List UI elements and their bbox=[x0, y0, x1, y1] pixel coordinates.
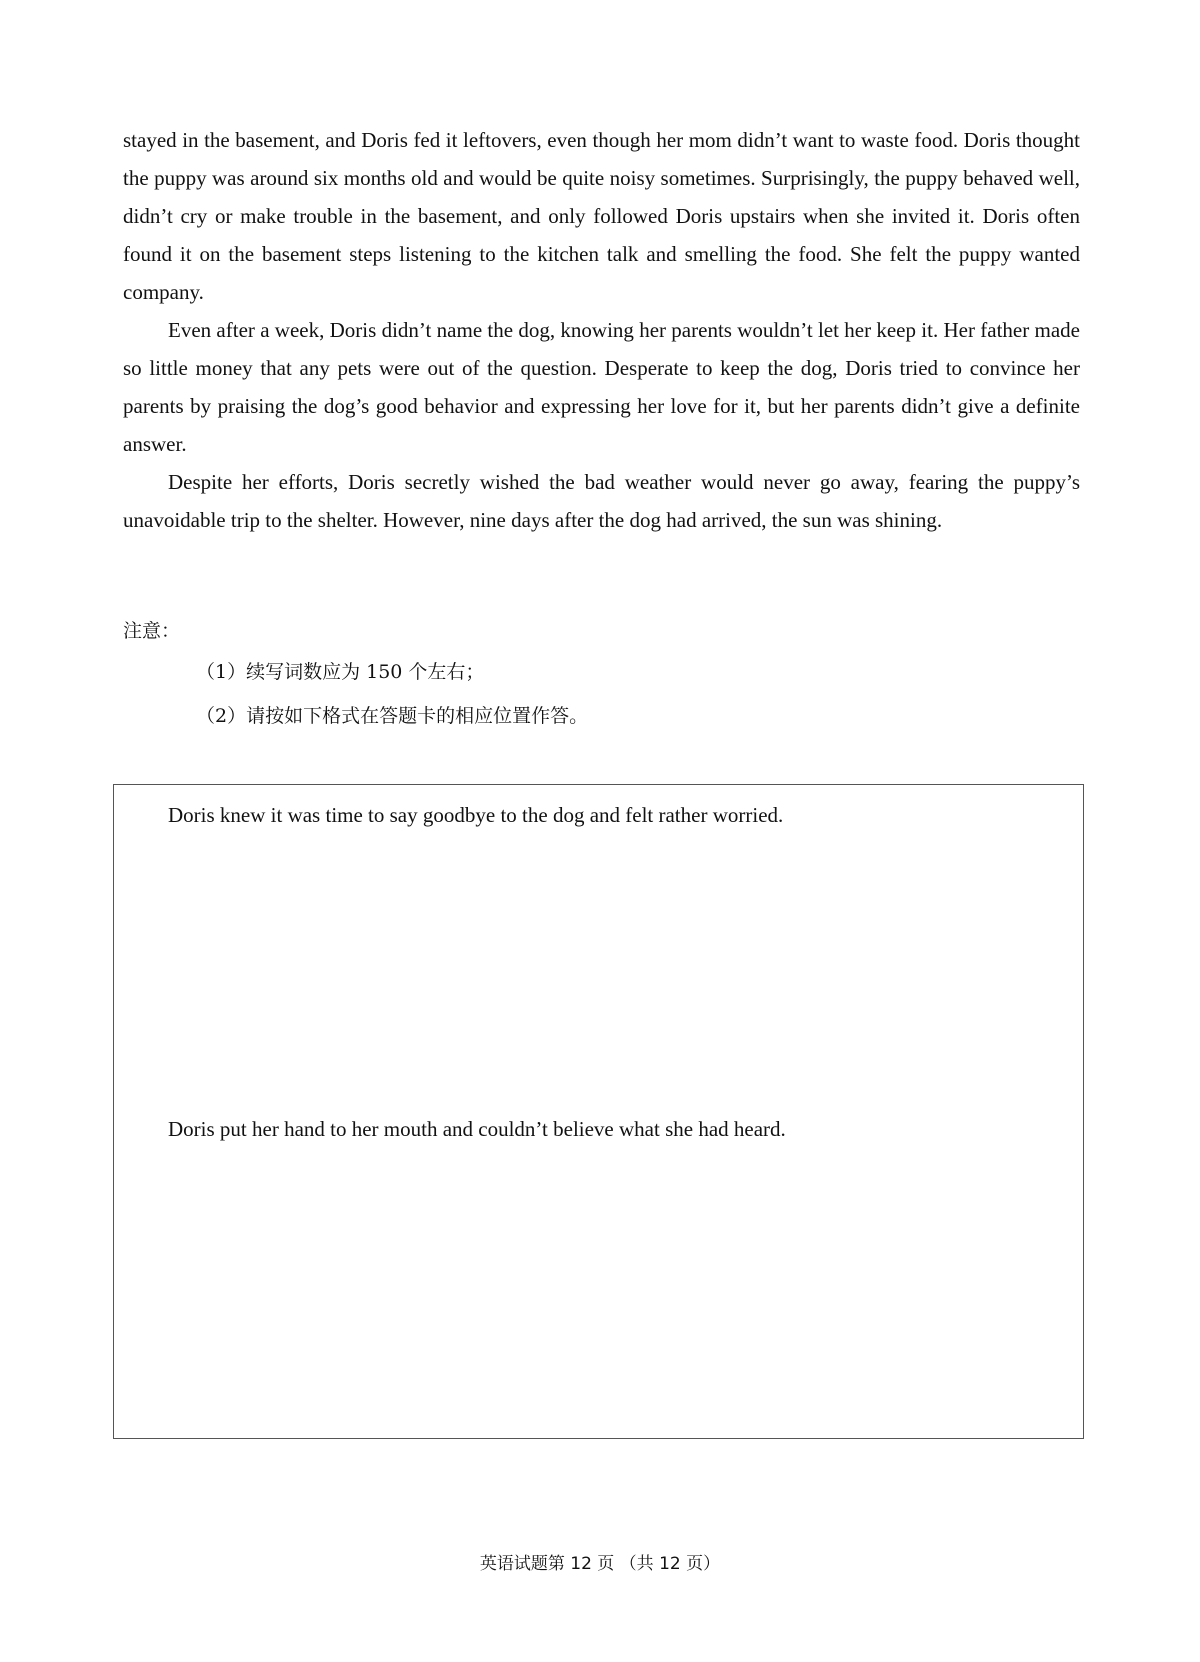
answer-box[interactable] bbox=[113, 784, 1084, 1439]
passage-paragraph-2: Even after a week, Doris didn’t name the dog, knowing her parents wouldn’t let her keep it. Her father made so little money that any pets were out of the question. Desperate to keep the dog, Doris tried to convince her parents by praising the dog’s good behavior and expressing her love for it, but her parents didn’t give a definite answer. bbox=[123, 318, 1080, 456]
notes-title: 注意： bbox=[123, 620, 181, 642]
passage-paragraph-1: stayed in the basement, and Doris fed it leftovers, even though her mom didn’t want to waste food. Doris thought the puppy was around six months old and would be quite noisy sometimes. Surprisingly, the puppy behaved well, didn’t cry or make trouble in the basement, and only followed Doris upstairs when she invited it. Doris often found it on the basement steps listening to the kitchen talk and smelling the food. She felt the puppy wanted company. bbox=[123, 128, 1080, 304]
reading-passage bbox=[123, 121, 1080, 539]
page-footer: 英语试题第 12 页 （共 12 页） bbox=[479, 1554, 721, 1574]
continuation-prompt-2: Doris put her hand to her mouth and couldn’t believe what she had heard. bbox=[168, 1117, 786, 1141]
passage-paragraph-3: Despite her efforts, Doris secretly wished the bad weather would never go away, fearing the puppy’s unavoidable trip to the shelter. However, nine days after the dog had arrived, the sun was shining. bbox=[123, 470, 1080, 532]
writing-notes bbox=[123, 616, 589, 727]
continuation-prompt-1: Doris knew it was time to say goodbye to the dog and felt rather worried. bbox=[168, 803, 784, 827]
note-item-answer-format: （2）请按如下格式在答题卡的相应位置作答。 bbox=[196, 705, 589, 727]
note-item-word-count: （1）续写词数应为 150 个左右； bbox=[196, 661, 485, 683]
